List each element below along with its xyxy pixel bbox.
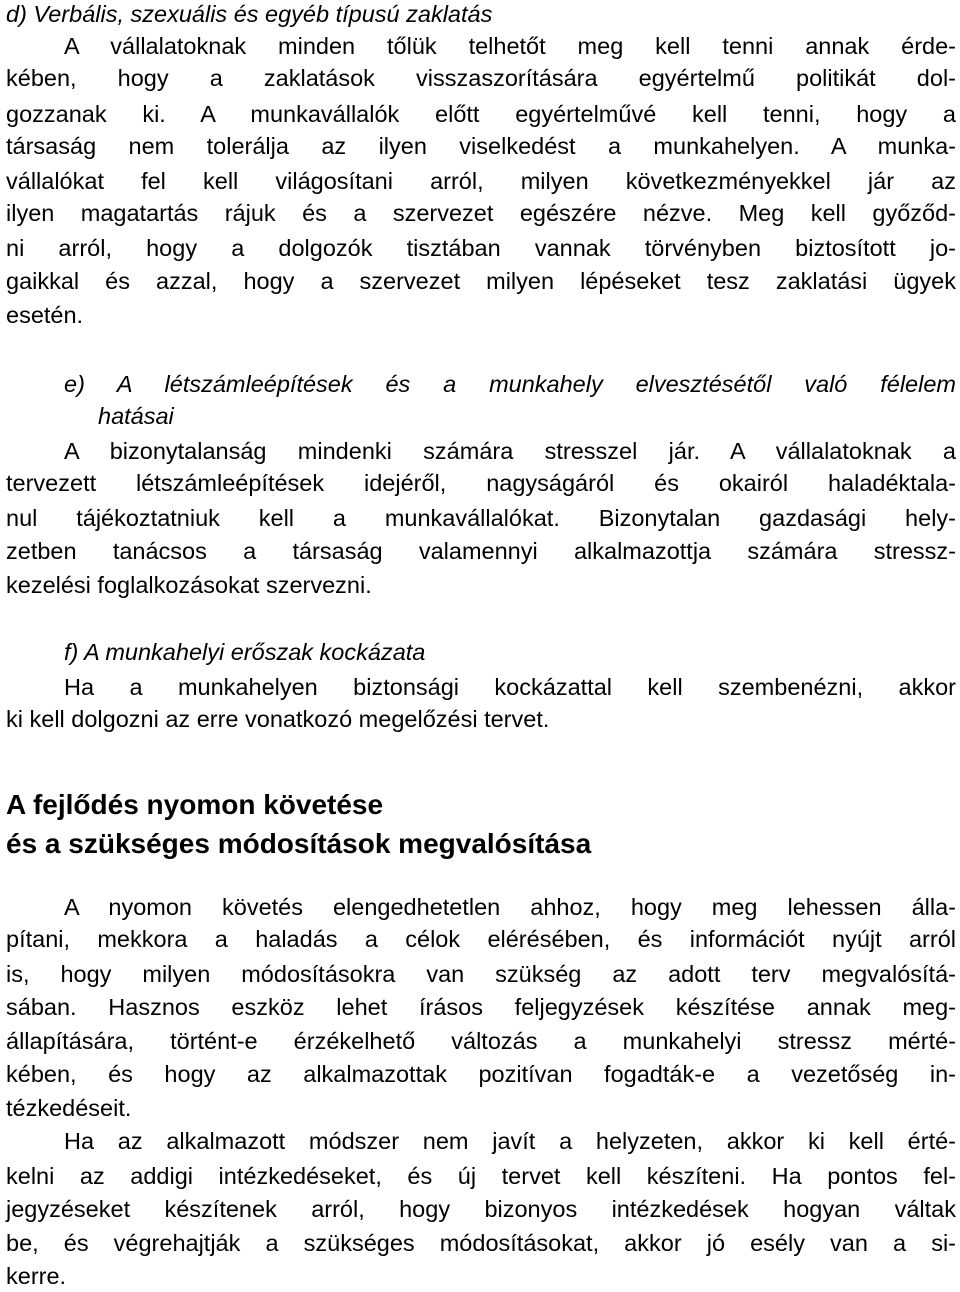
section-e-line: zetben tanácsos a társaság valamennyi alkalmazottja számára stressz- bbox=[6, 538, 956, 564]
section-e-line: kezelési foglalkozásokat szervezni. bbox=[6, 572, 372, 598]
chapter-title: A fejlődés nyomon követése bbox=[6, 789, 384, 820]
paragraph-line: kelni az addigi intézkedéseket, és új tervet kell készíteni. Ha pontos fel- bbox=[6, 1163, 956, 1189]
paragraph-line: be, és végrehajtják a szükséges módosításokat, akkor jó esély van a si- bbox=[6, 1230, 956, 1256]
section-e-line: nul tájékoztatniuk kell a munkavállalókat. Bizonytalan gazdasági hely- bbox=[6, 505, 956, 531]
section-d-line: esetén. bbox=[6, 302, 84, 328]
paragraph-line: kerre. bbox=[6, 1263, 67, 1289]
section-d-line: ilyen magatartás rájuk és a szervezet egészére nézve. Meg kell győződ- bbox=[6, 200, 956, 226]
paragraph-line: tézkedéseit. bbox=[6, 1095, 132, 1121]
paragraph-line: pítani, mekkora a haladás a célok elérésében, és információt nyújt arról bbox=[6, 926, 956, 952]
section-d-line: gaikkal és azzal, hogy a szervezet milyen lépéseket tesz zaklatási ügyek bbox=[6, 268, 956, 294]
section-d-line: kében, hogy a zaklatások visszaszorítására egyértelmű politikát dol- bbox=[6, 65, 956, 91]
paragraph-line: A nyomon követés elengedhetetlen ahhoz, hogy meg lehessen álla- bbox=[64, 894, 956, 920]
section-e-line: tervezett létszámleépítések idejéről, nagyságáról és okairól haladéktala- bbox=[6, 470, 956, 496]
paragraph-line: is, hogy milyen módosításokra van szükség az adott terv megvalósítá- bbox=[6, 961, 956, 987]
paragraph-line: jegyzéseket készítenek arról, hogy bizonyos intézkedések hogyan váltak bbox=[6, 1196, 956, 1222]
section-f-heading: f) A munkahelyi erőszak kockázata bbox=[64, 639, 426, 665]
section-d-line: ni arról, hogy a dolgozók tisztában vannak törvényben biztosított jo- bbox=[6, 235, 956, 261]
section-d-line: társaság nem tolerálja az ilyen viselkedést a munkahelyen. A munka- bbox=[6, 133, 956, 159]
section-d-line: vállalókat fel kell világosítani arról, milyen következményekkel jár az bbox=[6, 168, 956, 194]
section-d-line: A vállalatoknak minden tőlük telhetőt meg kell tenni annak érde- bbox=[64, 33, 956, 59]
paragraph-line: Ha az alkalmazott módszer nem javít a helyzeten, akkor ki kell érté- bbox=[64, 1128, 956, 1154]
section-e-heading: hatásai bbox=[98, 403, 174, 429]
paragraph-line: sában. Hasznos eszköz lehet írásos feljegyzések készítése annak meg- bbox=[6, 994, 956, 1020]
section-d-line: gozzanak ki. A munkavállalók előtt egyértelművé kell tenni, hogy a bbox=[6, 101, 956, 127]
paragraph-line: kében, és hogy az alkalmazottak pozitívan fogadták-e a vezetőség in- bbox=[6, 1061, 956, 1087]
section-f-line: Ha a munkahelyen biztonsági kockázattal kell szembenézni, akkor bbox=[64, 674, 956, 700]
section-e-heading: e) A létszámleépítések és a munkahely elvesztésétől való félelem bbox=[64, 371, 956, 397]
section-e-line: A bizonytalanság mindenki számára stresszel jár. A vállalatoknak a bbox=[64, 438, 956, 464]
paragraph-line: állapítására, történt-e érzékelhető változás a munkahelyi stressz mérté- bbox=[6, 1028, 956, 1054]
section-d-heading: d) Verbális, szexuális és egyéb típusú zaklatás bbox=[6, 1, 493, 27]
chapter-title: és a szükséges módosítások megvalósítása bbox=[6, 828, 592, 859]
section-f-line: ki kell dolgozni az erre vonatkozó megelőzési tervet. bbox=[6, 706, 550, 732]
